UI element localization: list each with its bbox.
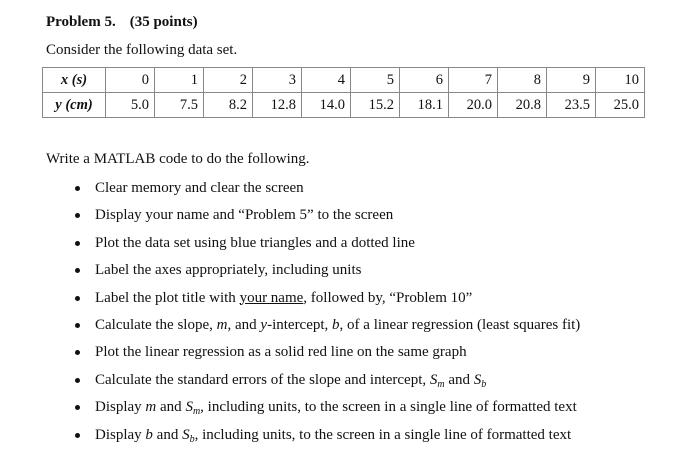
y-header: y (cm) [43,93,106,118]
list-item-text: Display [95,399,146,416]
list-item [75,260,580,287]
list-item [75,205,580,232]
list-item [75,425,580,452]
list-item-text: Clear memory and clear the screen [95,180,304,196]
list-item-text: , including units, to the screen in a single line of formatted text [194,426,572,443]
y-value: 25.0 [596,93,645,118]
list-item-text: Label the plot title with [95,289,240,306]
list-item-text: Plot the data set using blue triangles and a dotted line [95,234,415,251]
list-item-text: Calculate the standard errors of the slope and intercept, [95,371,430,388]
x-value: 3 [253,68,302,93]
list-item [75,315,580,342]
y-value: 18.1 [400,93,449,118]
list-item-text: Display [95,426,146,443]
list-item-text: S [185,399,193,416]
x-row [43,68,645,93]
x-value: 10 [596,68,645,93]
list-item-text: , followed by, “Problem 10” [303,289,473,306]
y-value: 8.2 [204,93,253,118]
list-item-text: b [189,433,195,445]
x-value: 7 [449,68,498,93]
x-value: 9 [547,68,596,93]
list-item-text: b [332,316,340,333]
list-item [75,397,580,424]
list-item-text: , of a linear regression (least squares fit) [339,316,581,333]
list-item [75,178,580,205]
problem-title [46,14,198,31]
y-value: 20.0 [449,93,498,118]
list-item-text: S [473,371,482,388]
list-item [75,370,580,397]
list-item-text: m [216,316,228,333]
list-item-text: Display your name and “Problem 5” to the screen [95,207,394,224]
data-table [42,67,645,118]
y-value: 12.8 [253,93,302,118]
list-item-text: b [481,378,487,390]
x-value: 5 [351,68,400,93]
list-item-text: your name [239,289,304,306]
list-item-text: and [444,371,474,388]
x-value: 2 [204,68,253,93]
y-value: 23.5 [547,93,596,118]
list-item-text: S [182,426,190,443]
list-item-text: S [429,371,438,388]
list-item-text: Calculate the slope, [95,316,217,333]
y-value: 5.0 [106,93,155,118]
problem-number: Problem 5. [46,14,116,30]
problem-points: (35 points) [129,14,198,30]
list-item-text: b [145,426,153,443]
instructions-list [75,178,580,452]
list-item-text: m [192,406,201,418]
x-value: 1 [155,68,204,93]
list-item-text: and [152,426,183,443]
list-item-text: and [156,399,186,416]
list-item [75,342,580,369]
list-item [75,233,580,260]
x-value: 4 [302,68,351,93]
list-item-text: m [437,378,445,390]
x-value: 6 [400,68,449,93]
list-item-text: Plot the linear regression as a solid red line on the same graph [95,344,467,361]
y-value: 7.5 [155,93,204,118]
list-item-text: , including units, to the screen in a single line of formatted text [200,399,577,416]
list-item-text: y [260,316,268,333]
y-value: 20.8 [498,93,547,118]
x-header: x (s) [43,68,106,93]
instructions-intro: Write a MATLAB code to do the following. [46,151,310,167]
list-item-text: Label the axes appropriately, including units [95,262,362,279]
list-item-text: , and [227,316,261,333]
y-value: 15.2 [351,93,400,118]
intro-text: Consider the following data set. [46,42,238,58]
y-value: 14.0 [302,93,351,118]
list-item-text: m [145,399,157,416]
list-item [75,288,580,315]
x-value: 8 [498,68,547,93]
list-item-text: -intercept, [267,316,333,333]
x-value: 0 [106,68,155,93]
y-row [43,93,645,118]
